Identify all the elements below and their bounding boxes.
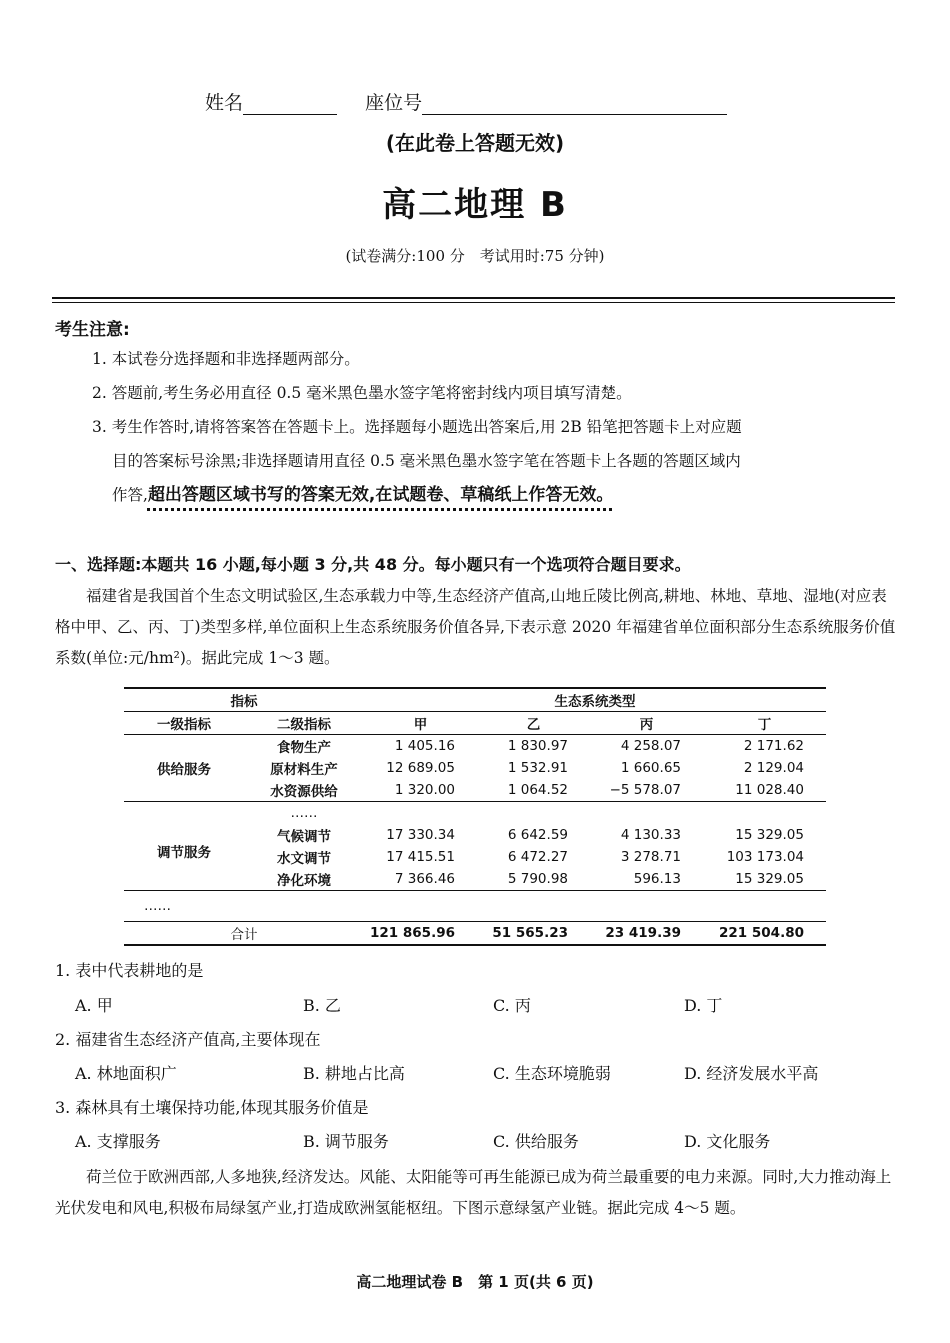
notice-item-3: 3. 考生作答时,请将答案答在答题卡上。选择题每小题选出答案后,用 2B 铅笔把答题卡上对应题 xyxy=(92,418,742,436)
header-col-ding: 丁 xyxy=(703,712,826,735)
page-footer: 高二地理试卷 B 第 1 页(共 6 页) xyxy=(356,1273,594,1291)
cell: 17 415.51 xyxy=(386,849,455,865)
cell: 103 173.04 xyxy=(726,849,804,865)
row-ellipsis: …… xyxy=(124,891,244,922)
question-1-option-a[interactable]: A. 甲 xyxy=(75,996,113,1015)
ecosystem-value-table xyxy=(124,687,826,946)
question-3-option-b[interactable]: B. 调节服务 xyxy=(303,1132,389,1151)
row-label: 水文调节 xyxy=(277,851,331,867)
notice-emphasis: 超出答题区域书写的答案无效,在试题卷、草稿纸上作答无效。 xyxy=(147,485,614,505)
notice-item-3-cont: 目的答案标号涂黑;非选择题请用直径 0.5 毫米黑色墨水签字笔在答题卡上各题的答题区域内 xyxy=(112,452,741,470)
header-rule-thin xyxy=(52,302,895,303)
notice-item-3-end xyxy=(112,478,613,512)
question-1-option-b[interactable]: B. 乙 xyxy=(303,996,341,1015)
group-regulation: 调节服务 xyxy=(124,802,244,891)
seat-blank xyxy=(422,96,727,115)
question-3-stem: 3. 森林具有土壤保持功能,体现其服务价值是 xyxy=(55,1098,369,1117)
header-level1: 一级指标 xyxy=(124,712,244,735)
header-level2: 二级指标 xyxy=(244,712,364,735)
cell: −5 578.07 xyxy=(609,782,681,798)
name-blank xyxy=(243,96,337,115)
question-1-option-d[interactable]: D. 丁 xyxy=(684,996,723,1015)
question-3-option-a[interactable]: A. 支撑服务 xyxy=(75,1132,161,1151)
cell: 12 689.05 xyxy=(386,760,455,776)
cell: 11 028.40 xyxy=(735,782,804,798)
name-label: 姓名 xyxy=(205,92,244,114)
cell: 3 278.71 xyxy=(620,849,681,865)
cell: 17 330.34 xyxy=(386,827,455,843)
total-cell: 51 565.23 xyxy=(477,922,590,946)
cell: 4 258.07 xyxy=(590,735,703,758)
page-title: 高二地理 B xyxy=(382,185,568,225)
cell: 1 532.91 xyxy=(507,760,568,776)
group-supply: 供给服务 xyxy=(124,735,244,802)
seat-label: 座位号 xyxy=(365,92,423,114)
question-2-option-d[interactable]: D. 经济发展水平高 xyxy=(684,1064,819,1083)
row-label: 气候调节 xyxy=(277,829,331,845)
invalid-answer-note: (在此卷上答题无效) xyxy=(385,131,565,155)
row-ellipsis: …… xyxy=(244,802,364,825)
notice-item-2: 2. 答题前,考生务必用直径 0.5 毫米黑色墨水签字笔将密封线内项目填写清楚。 xyxy=(92,384,632,402)
cell: 6 642.59 xyxy=(507,827,568,843)
cell: 1 064.52 xyxy=(507,782,568,798)
notice-plain: 作答, xyxy=(112,486,148,504)
cell: 1 405.16 xyxy=(364,735,477,758)
cell: 15 329.05 xyxy=(735,827,804,843)
cell: 596.13 xyxy=(633,871,681,887)
cell: 4 130.33 xyxy=(620,827,681,843)
total-cell: 221 504.80 xyxy=(703,922,826,946)
cell: 2 171.62 xyxy=(703,735,826,758)
header-col-jia: 甲 xyxy=(364,712,477,735)
notice-item-1: 1. 本试卷分选择题和非选择题两部分。 xyxy=(92,350,360,368)
total-cell: 121 865.96 xyxy=(364,922,477,946)
header-ecosystem: 生态系统类型 xyxy=(364,688,826,712)
cell: 15 329.05 xyxy=(735,871,804,887)
cell: 2 129.04 xyxy=(743,760,804,776)
section-heading: 一、选择题:本题共 16 小题,每小题 3 分,共 48 分。每小题只有一个选项符合题目要求。 xyxy=(55,555,691,574)
question-3-option-c[interactable]: C. 供给服务 xyxy=(493,1132,579,1151)
exam-meta: (试卷满分:100 分 考试用时:75 分钟) xyxy=(345,247,605,265)
cell: 6 472.27 xyxy=(507,849,568,865)
question-2-stem: 2. 福建省生态经济产值高,主要体现在 xyxy=(55,1030,321,1049)
question-2-option-c[interactable]: C. 生态环境脆弱 xyxy=(493,1064,611,1083)
row-label: 食物生产 xyxy=(244,735,364,758)
question-1-option-c[interactable]: C. 丙 xyxy=(493,996,531,1015)
question-3-option-d[interactable]: D. 文化服务 xyxy=(684,1132,771,1151)
header-indicator: 指标 xyxy=(124,688,364,712)
cell: 1 830.97 xyxy=(477,735,590,758)
cell: 7 366.46 xyxy=(394,871,455,887)
intro-paragraph-1: 福建省是我国首个生态文明试验区,生态承载力中等,生态经济产值高,山地丘陵比例高,耕地、林地、草地、湿地(对应表格中甲、乙、丙、丁)类型多样,单位面积上生态系统服务价值各异,下表示意 2020 年福建省单位面积部分生态系统服务价值系数(单位:元/hm²)。据此完成 1～3 题。 xyxy=(55,587,896,667)
question-1-stem: 1. 表中代表耕地的是 xyxy=(55,961,204,980)
question-2-option-a[interactable]: A. 林地面积广 xyxy=(75,1064,177,1083)
notice-heading: 考生注意: xyxy=(55,320,130,340)
row-label: 原材料生产 xyxy=(270,762,338,778)
cell: 5 790.98 xyxy=(507,871,568,887)
row-label: 水资源供给 xyxy=(270,784,338,800)
intro-paragraph-2: 荷兰位于欧洲西部,人多地狭,经济发达。风能、太阳能等可再生能源已成为荷兰最重要的电力来源。同时,大力推动海上光伏发电和风电,积极布局绿氢产业,打造成欧洲氢能枢纽。下图示意绿氢产业链。据此完成 4～5 题。 xyxy=(55,1168,892,1217)
row-label: 净化环境 xyxy=(277,873,331,889)
question-2-option-b[interactable]: B. 耕地占比高 xyxy=(303,1064,405,1083)
total-cell: 23 419.39 xyxy=(590,922,703,946)
header-col-yi: 乙 xyxy=(477,712,590,735)
cell: 1 320.00 xyxy=(394,782,455,798)
candidate-info-fields xyxy=(205,88,727,115)
total-label: 合计 xyxy=(124,922,364,946)
header-col-bing: 丙 xyxy=(590,712,703,735)
header-rule xyxy=(52,297,895,299)
cell: 1 660.65 xyxy=(620,760,681,776)
